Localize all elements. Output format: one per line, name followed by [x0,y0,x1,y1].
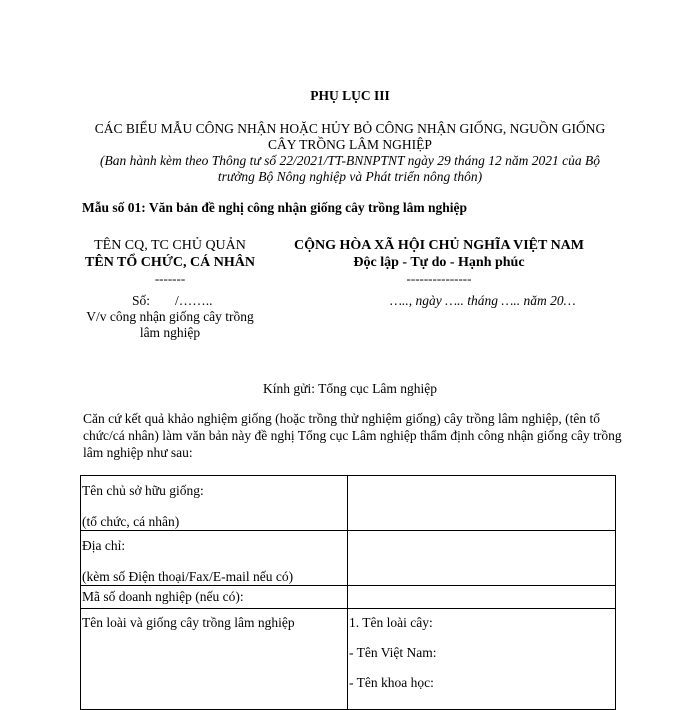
table-row [81,476,616,531]
org-name: TÊN TỔ CHỨC, CÁ NHÂN [85,255,255,270]
vietnamese-name-label: - Tên Việt Nam: [349,645,437,660]
document-number-value: /…….. [175,293,213,308]
species-value-cell[interactable] [348,609,616,710]
species-label: Tên loài và giống cây trồng lâm nghiệp [82,615,295,630]
scientific-name-label: - Tên khoa học: [349,675,434,690]
form-title: Mẫu số 01: Văn bản đề nghị công nhận giống cây trồng lâm nghiệp [82,200,467,215]
appendix-title: PHỤ LỤC III [310,88,390,103]
recipient-line: Kính gửi: Tổng cục Lâm nghiệp [263,381,437,396]
species-label-cell [81,609,348,710]
owner-value-cell[interactable] [348,476,616,531]
address-label-cell [81,531,348,586]
table-row [81,531,616,586]
national-title: CỘNG HÒA XÃ HỘI CHỦ NGHĨA VIỆT NAM [293,238,584,253]
intro-paragraph: Căn cứ kết quả khảo nghiệm giống (hoặc trồng thử nghiệm giống) cây trồng lâm nghiệp, (tên tổ chức/cá nhân) làm văn bản này đề nghị Tổng cục Lâm nghiệp thẩm định công nhận giống cây trồng lâm nghiệp như sau: [83,411,622,460]
national-motto: Độc lập - Tự do - Hạnh phúc [353,255,525,270]
species-name-label: 1. Tên loài cây: [349,615,433,630]
document-number-label: Số: [132,293,151,308]
regarding-line1: V/v công nhận giống cây trồng [86,309,254,324]
address-value-cell[interactable] [348,531,616,586]
owner-sublabel: (tổ chức, cá nhân) [82,514,180,529]
business-code-label-cell [81,586,348,609]
business-code-value-cell[interactable] [348,586,616,609]
address-sublabel: (kèm số Điện thoại/Fax/E-mail nếu có) [82,569,294,584]
org-divider: ------- [154,271,186,286]
owner-label-cell [81,476,348,531]
table-row [81,586,616,609]
national-divider: --------------- [406,271,472,286]
document-subtitle-line1: (Ban hành kèm theo Thông tư số 22/2021/TT-BNNPTNT ngày 29 tháng 12 năm 2021 của Bộ [100,153,600,168]
document-title-line2: CÂY TRỒNG LÂM NGHIỆP [268,137,432,152]
org-parent-name: TÊN CQ, TC CHỦ QUẢN [94,238,246,253]
document-subtitle-line2: trưởng Bộ Nông nghiệp và Phát triển nông thôn) [217,169,483,184]
document-title-line1: CÁC BIỂU MẪU CÔNG NHẬN HOẶC HỦY BỎ CÔNG NHẬN GIỐNG, NGUỒN GIỐNG [94,121,606,136]
document-date: ….., ngày ….. tháng ….. năm 20… [390,293,576,308]
table-row [81,609,616,710]
owner-label: Tên chủ sở hữu giống: [82,483,204,498]
address-label: Địa chỉ: [82,538,126,553]
regarding-line2: lâm nghiệp [139,325,201,340]
business-code-label: Mã số doanh nghiệp (nếu có): [82,589,244,604]
registration-table [80,475,616,710]
